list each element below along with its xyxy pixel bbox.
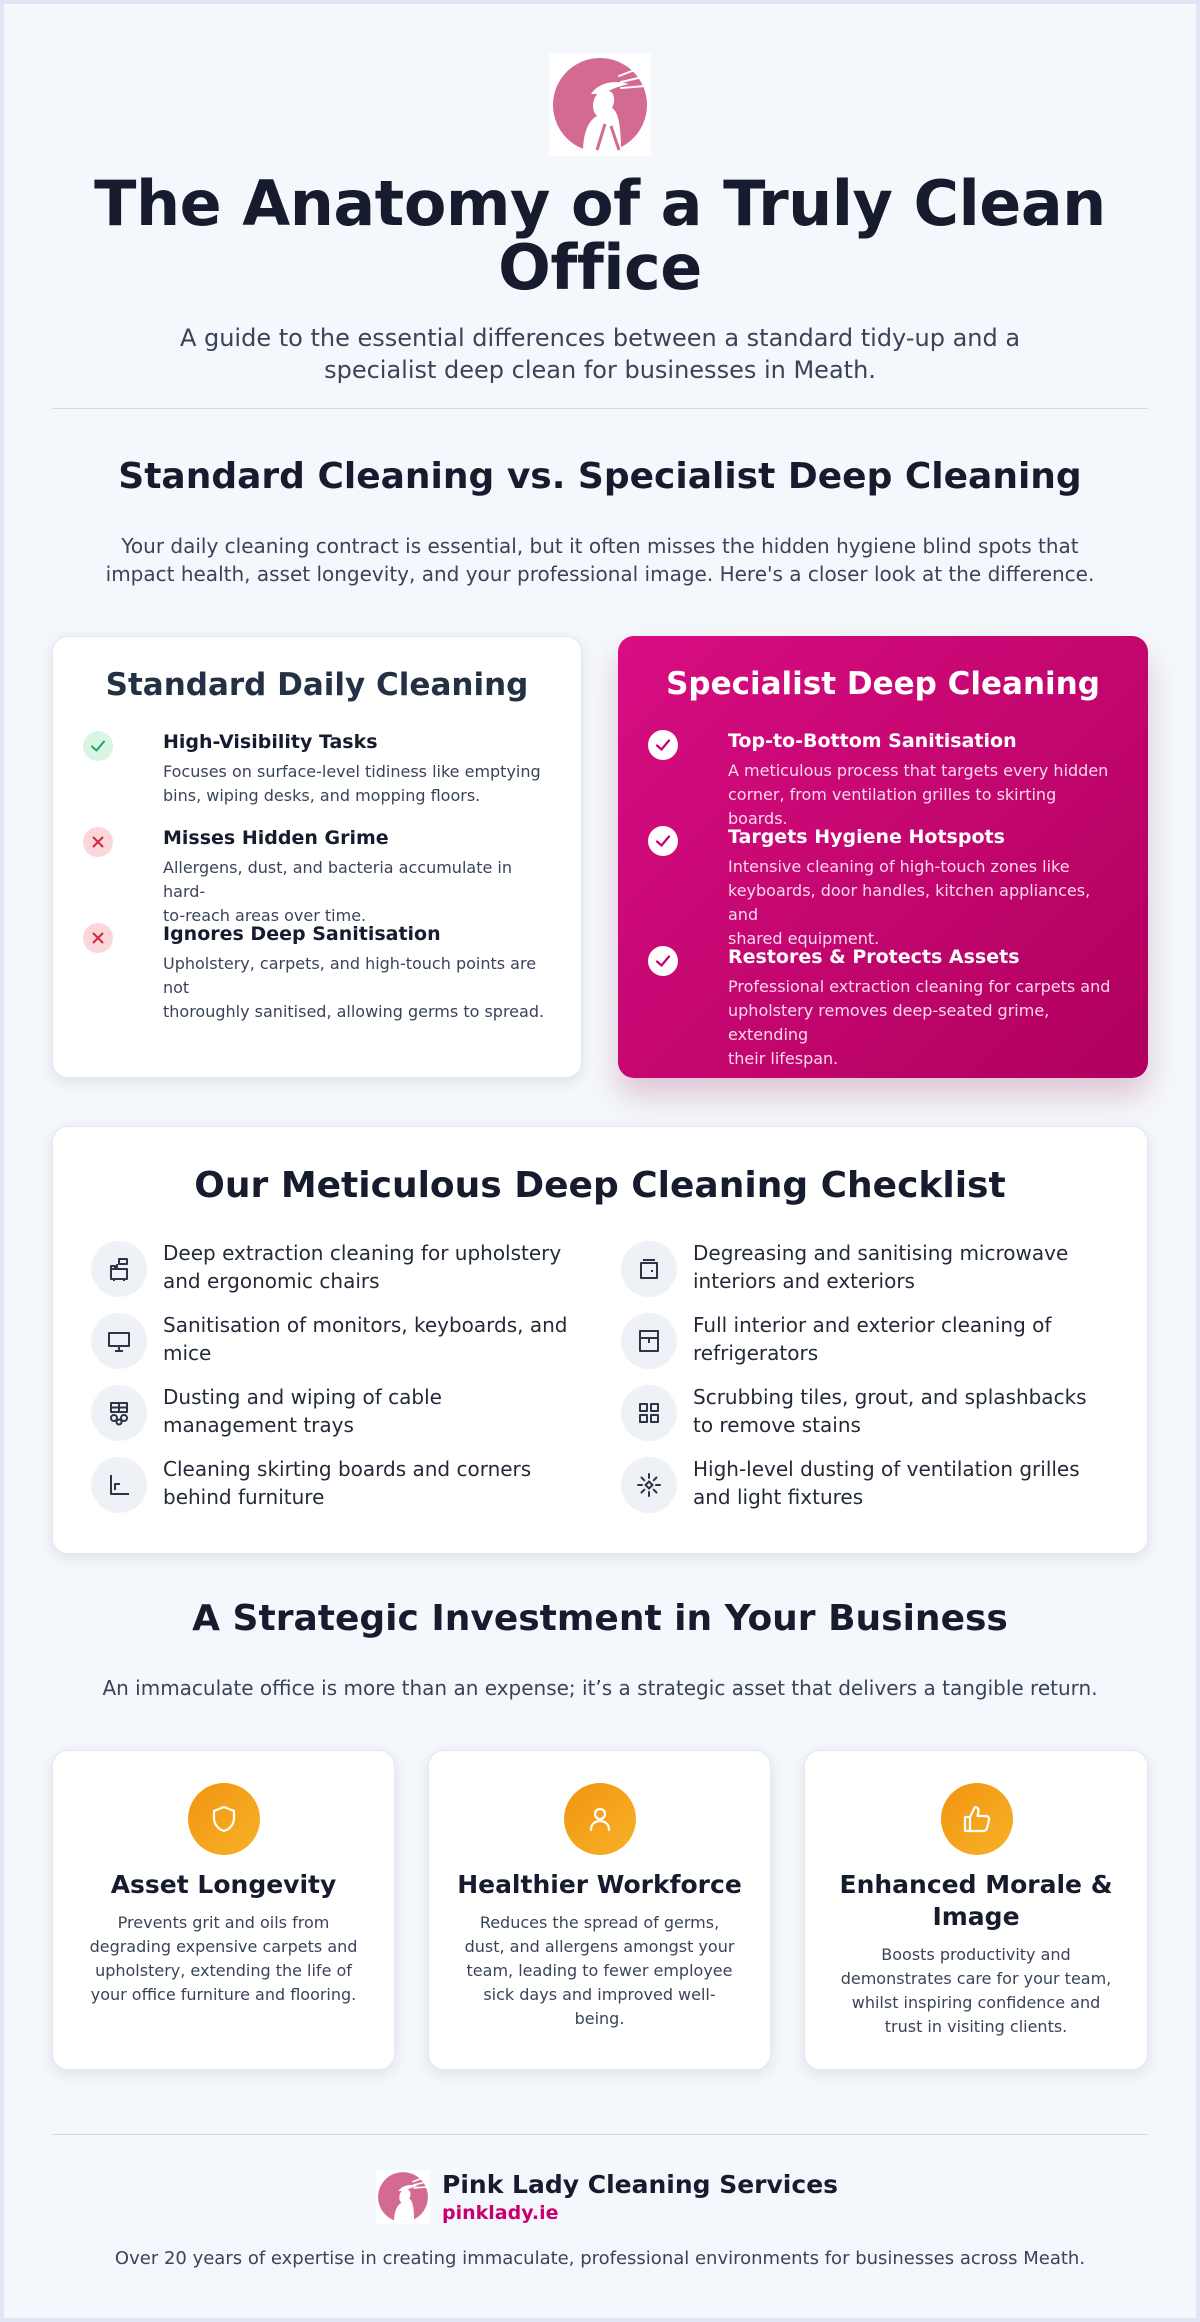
comparison-lead: Your daily cleaning contract is essential, but it often misses the hidden hygiene blind spots that impact health, asset longevity, and your professional image. Here's a closer look at the difference. <box>105 534 1095 586</box>
feature-description: Intensive cleaning of high-touch zones like keyboards, door handles, kitchen appliances, and shared equipment. <box>728 857 1091 948</box>
fridge-icon <box>621 1313 677 1369</box>
feature-title: Ignores Deep Sanitisation <box>163 923 441 945</box>
cross-icon <box>83 923 113 953</box>
footer-tagline: Over 20 years of expertise in creating immaculate, professional environments for businesses across Meath. <box>114 2248 1086 2269</box>
benefit-card <box>804 1750 1148 2070</box>
infographic-page <box>4 4 1196 2318</box>
feature-title: High-Visibility Tasks <box>163 731 378 753</box>
feature-description: A meticulous process that targets every hidden corner, from ventilation grilles to skirting boards. <box>728 761 1109 828</box>
footer-company-name: Pink Lady Cleaning Services <box>442 2170 839 2199</box>
checklist-text: Full interior and exterior cleaning of refrigerators <box>693 1313 1052 1365</box>
page-title: The Anatomy of a Truly Clean Office <box>94 167 1106 304</box>
feature-title: Targets Hygiene Hotspots <box>728 826 1005 848</box>
feature-title: Top-to-Bottom Sanitisation <box>728 730 1017 752</box>
footer-divider <box>52 2134 1148 2135</box>
vent-icon <box>621 1457 677 1513</box>
checklist-text: Sanitisation of monitors, keyboards, and mice <box>163 1313 568 1365</box>
specialist-card-title: Specialist Deep Cleaning <box>666 666 1100 702</box>
checklist-text: Dusting and wiping of cable management trays <box>163 1385 442 1437</box>
checklist-text: Scrubbing tiles, grout, and splashbacks to remove stains <box>693 1385 1087 1437</box>
microwave-icon <box>621 1241 677 1297</box>
footer-logo <box>376 2170 430 2224</box>
page-subtitle: A guide to the essential differences between a standard tidy-up and a specialist deep clean for businesses in Meath. <box>179 324 1021 384</box>
feature-description: Professional extraction cleaning for carpets and upholstery removes deep-seated grime, extending their lifespan. <box>728 977 1111 1068</box>
checklist-card <box>52 1126 1148 1554</box>
feature-title: Restores & Protects Assets <box>728 946 1020 968</box>
benefit-card <box>428 1750 771 2070</box>
investment-lead: An immaculate office is more than an expense; it’s a strategic asset that delivers a tangible return. <box>102 1676 1098 1700</box>
check-icon <box>648 826 678 856</box>
tiles-icon <box>621 1385 677 1441</box>
checklist-text: Degreasing and sanitising microwave interiors and exteriors <box>693 1241 1069 1293</box>
specialist-cleaning-card <box>618 636 1148 1078</box>
standard-cleaning-card <box>52 636 582 1078</box>
benefit-description: Boosts productivity and demonstrates care for your team, whilst inspiring confidence and trust in visiting clients. <box>840 1945 1112 2036</box>
benefit-description: Prevents grit and oils from degrading expensive carpets and upholstery, extending the life of your office furniture and flooring. <box>89 1913 358 2004</box>
divider <box>52 408 1148 409</box>
cable-tray-icon <box>91 1385 147 1441</box>
cross-icon <box>83 827 113 857</box>
monitor-icon <box>91 1313 147 1369</box>
benefit-title: Healthier Workforce <box>457 1870 742 1899</box>
benefit-card <box>52 1750 395 2070</box>
checklist-text: Deep extraction cleaning for upholstery and ergonomic chairs <box>163 1241 562 1293</box>
feature-description: Upholstery, carpets, and high-touch points are not thoroughly sanitised, allowing germs to spread. <box>163 954 545 1021</box>
feature-title: Misses Hidden Grime <box>163 827 389 849</box>
footer-website-link[interactable]: pinklady.ie <box>442 2202 559 2224</box>
check-icon <box>83 731 113 761</box>
checklist-text: High-level dusting of ventilation grilles and light fixtures <box>693 1457 1080 1509</box>
checklist-heading: Our Meticulous Deep Cleaning Checklist <box>194 1165 1006 1206</box>
benefit-description: Reduces the spread of germs, dust, and allergens amongst your team, leading to fewer employee sick days and improved well- being. <box>464 1913 735 2028</box>
skirting-icon <box>91 1457 147 1513</box>
shield-icon <box>188 1783 260 1855</box>
benefit-title: Enhanced Morale & Image <box>839 1870 1113 1931</box>
investment-heading: A Strategic Investment in Your Business <box>192 1598 1008 1639</box>
thumbs-up-icon <box>941 1783 1013 1855</box>
chair-icon <box>91 1241 147 1297</box>
check-icon <box>648 730 678 760</box>
feature-description: Allergens, dust, and bacteria accumulate in hard- to-reach areas over time. <box>163 858 512 925</box>
standard-card-title: Standard Daily Cleaning <box>105 667 529 703</box>
comparison-heading: Standard Cleaning vs. Specialist Deep Cleaning <box>118 456 1082 497</box>
benefit-title: Asset Longevity <box>110 1870 337 1899</box>
person-icon <box>564 1783 636 1855</box>
checklist-text: Cleaning skirting boards and corners behind furniture <box>163 1457 532 1509</box>
feature-description: Focuses on surface-level tidiness like emptying bins, wiping desks, and mopping floors. <box>163 762 541 805</box>
pink-lady-logo <box>549 54 651 156</box>
check-icon <box>648 946 678 976</box>
